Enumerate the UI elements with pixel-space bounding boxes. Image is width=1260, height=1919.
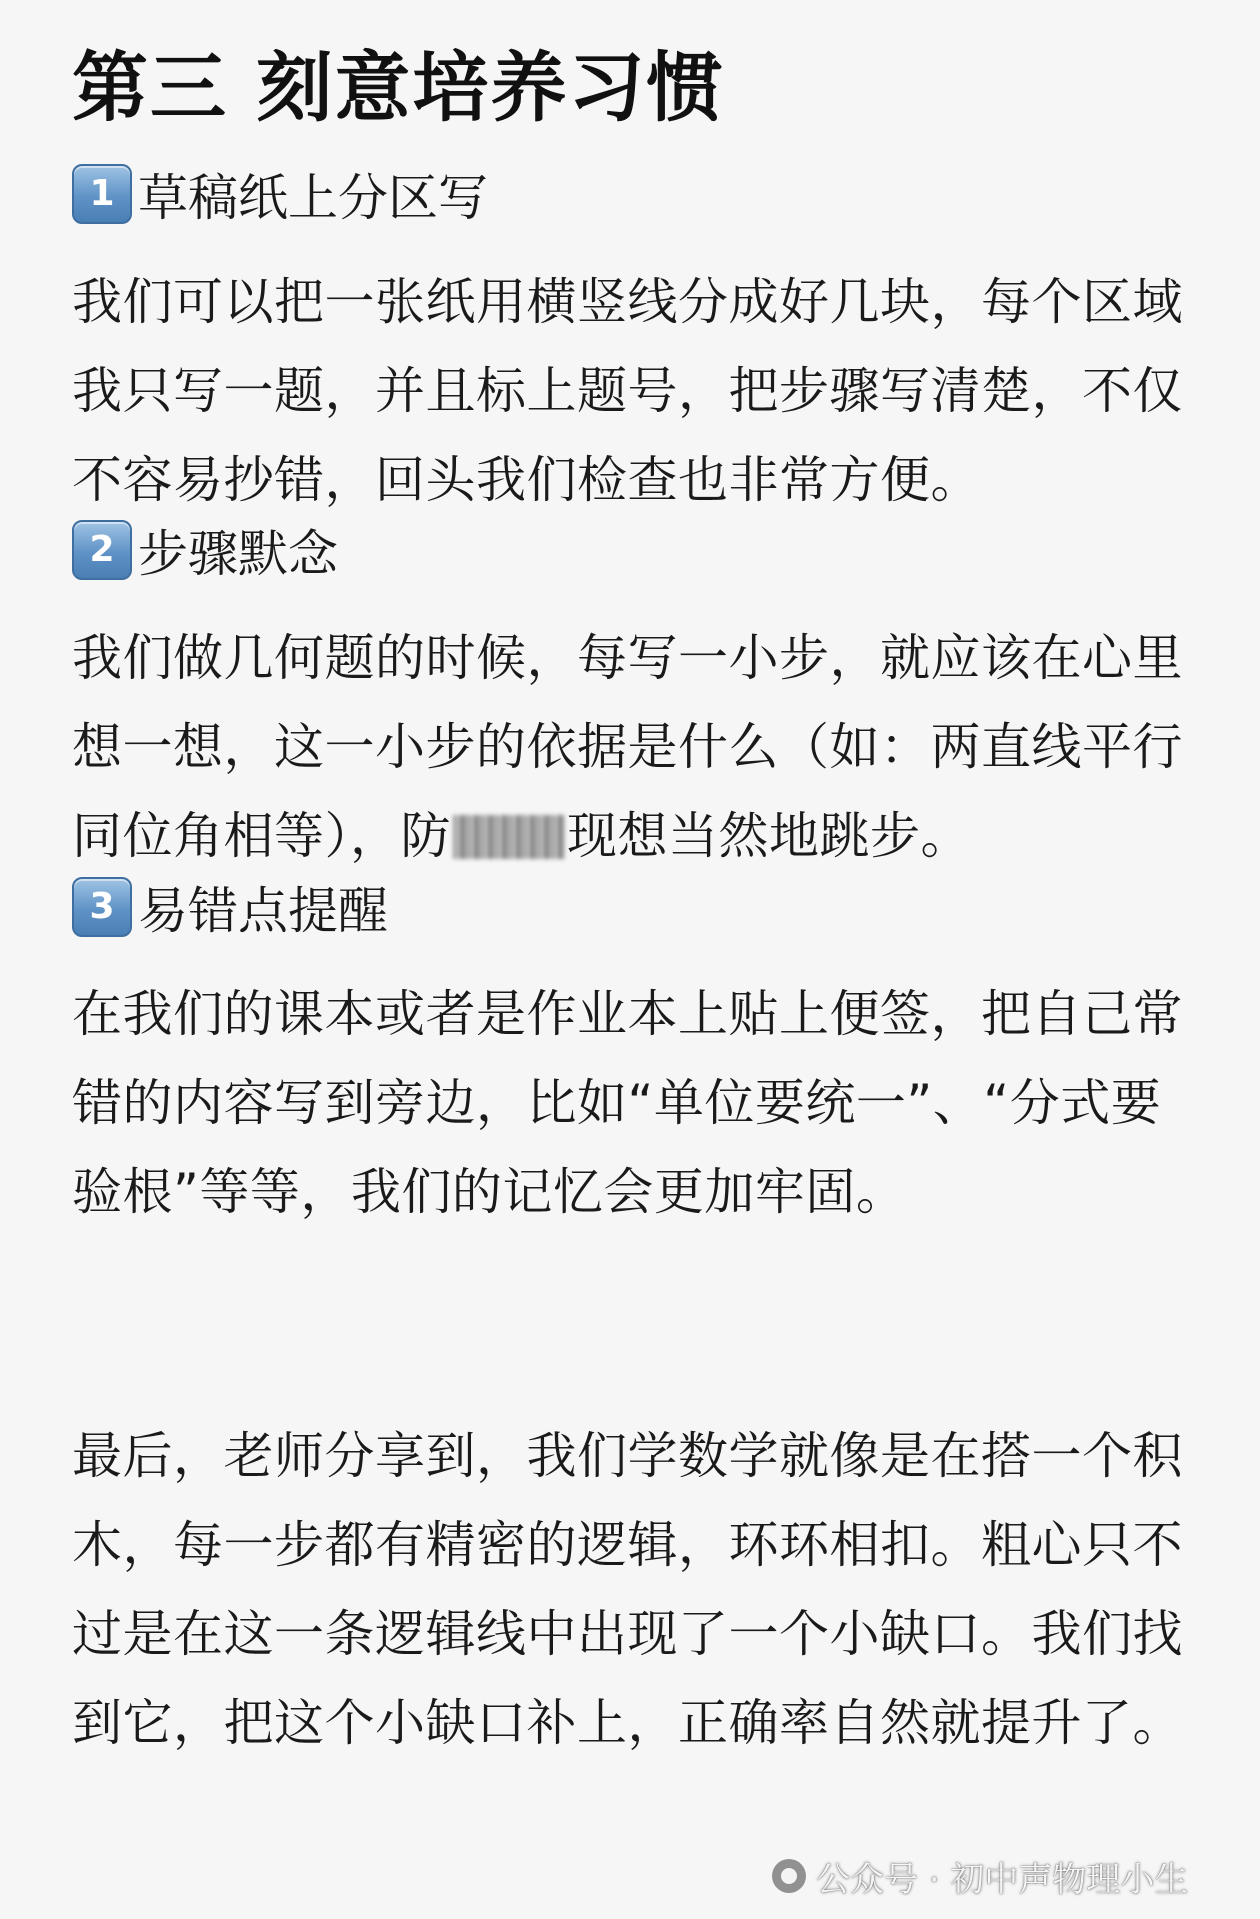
- keycap-3-icon: 3: [72, 877, 132, 937]
- section-2-text-after: 现想当然地跳步。: [567, 807, 971, 865]
- section-2-paragraph: [72, 614, 1202, 881]
- wechat-icon: [772, 1859, 806, 1893]
- keycap-2-icon: 2: [72, 520, 132, 580]
- section-2-text-before: 我们做几何题的时候，每写一小步，就应该在心里想一想，这一小步的依据是什么（如：两直线平行同位角相等），防: [72, 629, 1183, 865]
- article-title: 第三 刻意培养习惯: [72, 43, 725, 132]
- section-1-heading: [72, 162, 488, 226]
- section-1-paragraph: 我们可以把一张纸用横竖线分成好几块，每个区域我只写一题，并且标上题号，把步骤写清楚，不仅不容易抄错，回头我们检查也非常方便。: [72, 273, 1183, 509]
- redacted-blur: [453, 815, 565, 859]
- section-3-paragraph: 在我们的课本或者是作业本上贴上便签，把自己常错的内容写到旁边，比如“单位要统一”、“分式要验根”等等，我们的记忆会更加牢固。: [72, 985, 1183, 1221]
- section-1-title: 草稿纸上分区写: [138, 169, 488, 227]
- keycap-1-icon: 1: [72, 164, 132, 224]
- watermark: [772, 1848, 1188, 1904]
- section-3-title: 易错点提醒: [138, 882, 388, 940]
- section-2-title: 步骤默念: [138, 525, 338, 583]
- conclusion-paragraph: 最后，老师分享到，我们学数学就像是在搭一个积木，每一步都有精密的逻辑，环环相扣。粗心只不过是在这一条逻辑线中出现了一个小缺口。我们找到它，把这个小缺口补上，正确率自然就提升了。: [72, 1427, 1183, 1752]
- watermark-text: 公众号 · 初中声物理小生: [816, 1859, 1189, 1900]
- section-3-heading: [72, 875, 388, 939]
- section-2-heading: [72, 518, 338, 582]
